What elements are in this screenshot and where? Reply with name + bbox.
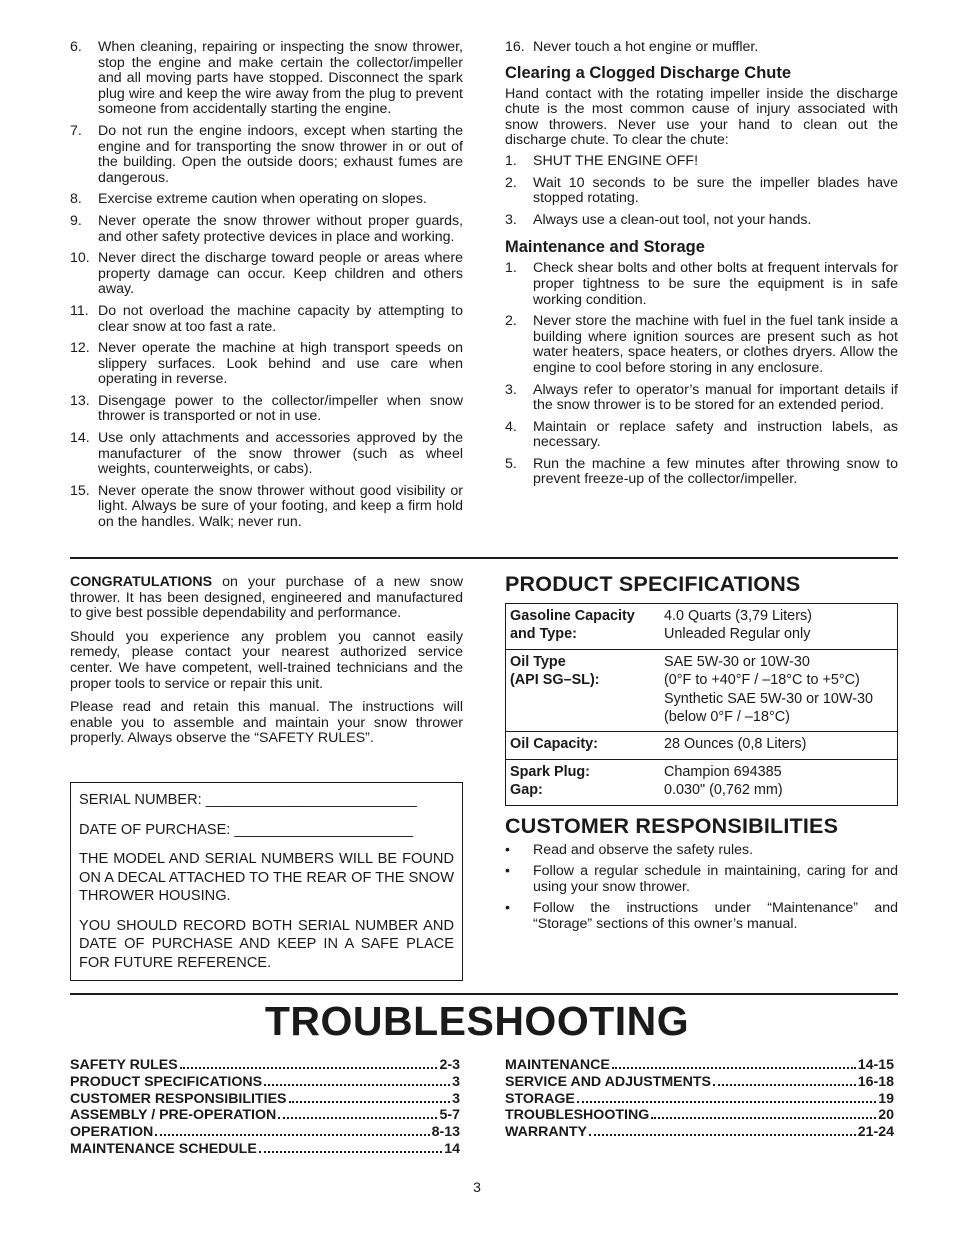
service-paragraph: Should you experience any problem you cannot easily remedy, please contact your nearest authorized service center. We have competent, well-trained technicians and the proper tools to service or repair this unit. — [70, 628, 463, 692]
title-divider — [70, 993, 898, 995]
congratulations-section — [70, 575, 463, 755]
toc-page: 19 — [878, 1090, 894, 1107]
bullet-icon: • — [505, 863, 510, 880]
customer-resp-heading: CUSTOMER RESPONSIBILITIES — [505, 813, 839, 838]
toc-label: SAFETY RULES — [70, 1057, 178, 1073]
toc-label: SERVICE AND ADJUSTMENTS — [505, 1073, 712, 1090]
safety-rule-16-list — [505, 40, 898, 56]
toc-leader — [589, 1134, 856, 1136]
item-number: 15. — [70, 482, 90, 499]
spec-value-line: (below 0°F / –18°C) — [664, 709, 790, 726]
toc-page: 14-15 — [857, 1057, 894, 1073]
list-item — [505, 457, 898, 488]
spec-value — [660, 604, 898, 650]
item-number: 5. — [505, 455, 517, 472]
toc-leader — [612, 1067, 856, 1069]
item-text: Use only attachments and accessories approved by the manufacturer of the snow thrower (such as wheel weights, counterweights, or cabs). — [98, 430, 463, 478]
specs-and-responsibilities — [505, 572, 898, 939]
record-box — [70, 782, 463, 981]
spec-value — [660, 649, 898, 732]
toc-entry — [70, 1141, 460, 1158]
toc-leader — [155, 1134, 429, 1136]
spec-label — [506, 649, 661, 732]
spec-row — [506, 759, 898, 805]
page-title: TROUBLESHOOTING — [264, 998, 690, 1044]
clogged-chute-heading: Clearing a Clogged Discharge Chute — [505, 63, 792, 82]
item-number: 2. — [505, 313, 517, 330]
toc-entry — [70, 1124, 460, 1141]
toc-label: WARRANTY — [505, 1124, 587, 1141]
item-text: Never store the machine with fuel in the fuel tank inside a building where ignition sources are present such as hot water heaters, space heaters, or clothes dryers. Allow the engine to cool before storing in any enclosure. — [533, 313, 898, 376]
item-number: 12. — [70, 340, 90, 357]
item-text: Never direct the discharge toward people or areas where property damage can occur. Keep children and others away. — [98, 250, 463, 298]
item-number: 11. — [70, 302, 89, 319]
spec-label — [506, 759, 661, 805]
list-item — [505, 176, 898, 207]
spec-label — [506, 604, 661, 650]
toc-label: MAINTENANCE — [505, 1057, 610, 1073]
spec-value-line: 4.0 Quarts (3,79 Liters) — [664, 608, 812, 624]
spec-label-line: Gasoline Capacity — [510, 608, 635, 624]
list-item — [505, 213, 898, 229]
toc-page: 14 — [444, 1140, 460, 1157]
toc-entry — [70, 1107, 460, 1124]
item-number: 9. — [70, 212, 82, 229]
toc-label: MAINTENANCE SCHEDULE — [70, 1140, 257, 1157]
spec-value-line: 0.030" (0,762 mm) — [664, 782, 783, 799]
spec-value-line: Unleaded Regular only — [664, 626, 811, 643]
clogged-chute-steps — [505, 154, 898, 228]
product-specs-heading: PRODUCT SPECIFICATIONS — [505, 572, 801, 596]
toc-leader — [577, 1101, 876, 1103]
item-text: Do not run the engine indoors, except when starting the engine and for transporting the snow thrower in or out of the building. Open the outside doors; exhaust fumes are dangerous. — [98, 122, 463, 186]
list-item — [70, 304, 463, 335]
item-text: Never operate the snow thrower without proper guards, and other safety protective devices in place and working. — [98, 212, 463, 245]
item-text: Run the machine a few minutes after throwing snow to prevent freeze-up of the collector/impeller. — [533, 455, 898, 488]
spec-value-line: SAE 5W-30 or 10W-30 — [664, 653, 810, 670]
toc-label: TROUBLESHOOTING — [505, 1107, 650, 1124]
list-item — [505, 154, 898, 170]
toc-label: STORAGE — [505, 1090, 575, 1107]
bullet-icon: • — [505, 841, 510, 858]
item-number: 8. — [70, 191, 82, 208]
bullet-icon: • — [505, 900, 510, 917]
toc-leader — [259, 1151, 442, 1153]
spec-row — [506, 604, 898, 650]
safety-rule-item — [505, 40, 898, 56]
retain-paragraph: Please read and retain this manual. The instructions will enable you to assemble and maintain your snow thrower properly. Always observe the “SAFETY RULES”. — [70, 699, 463, 747]
clogged-chute-intro: Hand contact with the rotating impeller inside the discharge chute is the most common cause of injury associated with snow throwers. Never use your hand to clean out the discharge chute. To clear the chute: — [505, 85, 898, 149]
product-specs-table — [505, 603, 898, 806]
safety-rules-continued — [70, 40, 463, 537]
toc-page: 2-3 — [439, 1057, 460, 1073]
list-item — [70, 484, 463, 531]
toc-page: 20 — [878, 1107, 894, 1124]
item-text: Always use a clean-out tool, not your hands. — [533, 211, 812, 228]
maintenance-storage-heading: Maintenance and Storage — [505, 238, 705, 257]
item-text: SHUT THE ENGINE OFF! — [533, 152, 699, 169]
list-item — [505, 901, 898, 932]
toc-label: ASSEMBLY / PRE-OPERATION — [70, 1107, 277, 1124]
item-number: 16. — [505, 39, 525, 55]
item-text: Disengage power to the collector/impeller when snow thrower is transported or not in use. — [98, 392, 463, 425]
spec-value-line: 28 Ounces (0,8 Liters) — [664, 736, 807, 753]
toc-label: CUSTOMER RESPONSIBILITIES — [70, 1090, 287, 1107]
item-text: Check shear bolts and other bolts at frequent intervals for proper tightness to be sure the equipment is in safe working condition. — [533, 260, 898, 308]
toc-page: 3 — [452, 1090, 460, 1107]
spec-value-line: (0°F to +40°F / –18°C to +5°C) — [664, 672, 860, 689]
toc-entry — [505, 1057, 894, 1074]
toc-leader — [713, 1084, 856, 1086]
item-text: Follow a regular schedule in maintaining, caring for and using your snow thrower. — [533, 863, 898, 895]
spec-label-line: (API SG–SL): — [510, 672, 600, 689]
item-number: 1. — [505, 260, 517, 277]
congrats-text: on your purchase of a new snow thrower. It has been designed, engineered and manufactured to give best possible dependability and performance. — [70, 574, 463, 622]
item-text: Follow the instructions under “Maintenance” and “Storage” sections of this owner’s manual. — [533, 900, 898, 933]
item-text: Read and observe the safety rules. — [533, 841, 754, 858]
toc-leader — [264, 1084, 450, 1086]
item-number: 3. — [505, 381, 517, 398]
item-number: 13. — [70, 392, 90, 409]
maintenance-storage-list — [505, 261, 898, 488]
toc-page: 16-18 — [857, 1073, 894, 1090]
item-text: Always refer to operator’s manual for important details if the snow thrower is to be stored for an extended period. — [533, 381, 898, 414]
toc-entry — [505, 1091, 894, 1108]
customer-resp-list — [505, 843, 898, 933]
congrats-paragraph — [70, 575, 463, 622]
list-item — [70, 40, 463, 118]
item-number: 1. — [505, 152, 517, 169]
spec-label-line: and Type: — [510, 626, 577, 643]
list-item — [70, 214, 463, 245]
item-number: 4. — [505, 418, 517, 435]
spec-value-line: Champion 694385 — [664, 763, 782, 780]
list-item — [70, 192, 463, 208]
toc-entry — [70, 1074, 460, 1091]
spec-label-line: Oil Type — [510, 653, 566, 670]
spec-value-line: Synthetic SAE 5W-30 or 10W-30 — [664, 690, 874, 707]
item-text: Maintain or replace safety and instruction labels, as necessary. — [533, 418, 898, 451]
toc-page: 3 — [452, 1073, 460, 1090]
toc-label: OPERATION — [70, 1124, 154, 1141]
list-item — [70, 431, 463, 478]
safety-rules-list — [70, 40, 463, 531]
toc-label: PRODUCT SPECIFICATIONS — [70, 1073, 263, 1090]
toc-right — [505, 1057, 894, 1141]
list-item — [505, 314, 898, 376]
list-item — [70, 251, 463, 298]
date-of-purchase-line: DATE OF PURCHASE: ______________________ — [79, 821, 413, 838]
list-item — [505, 420, 898, 451]
spec-row — [506, 732, 898, 759]
spec-label-line: Oil Capacity: — [510, 736, 598, 753]
item-number: 3. — [505, 211, 517, 228]
item-number: 10. — [70, 250, 90, 267]
toc-page: 8-13 — [431, 1124, 460, 1141]
item-number: 7. — [70, 122, 82, 139]
item-text: Do not overload the machine capacity by attempting to clear snow at too fast a rate. — [98, 302, 463, 335]
toc-entry — [505, 1124, 894, 1141]
list-item — [505, 864, 898, 895]
item-text: Never operate the machine at high transport speeds on slippery surfaces. Look behind and use care when operating in reverse. — [98, 340, 463, 388]
toc-entry — [505, 1074, 894, 1091]
toc-leader — [651, 1117, 876, 1119]
spec-value — [660, 759, 898, 805]
item-number: 2. — [505, 174, 517, 191]
item-text: Never touch a hot engine or muffler. — [533, 39, 759, 55]
toc-page: 5-7 — [439, 1107, 460, 1124]
toc-left — [70, 1057, 460, 1158]
list-item — [505, 261, 898, 308]
spec-label — [506, 732, 661, 759]
item-text: Wait 10 seconds to be sure the impeller blades have stopped rotating. — [533, 174, 898, 207]
spec-value — [660, 732, 898, 759]
toc-leader — [278, 1117, 437, 1119]
item-text: When cleaning, repairing or inspecting the snow thrower, stop the engine and make certain the collector/impeller and all moving parts have stopped. Disconnect the spark plug wire and keep the wire away from the plug to prevent someone from accidentally starting the engine. — [98, 39, 463, 118]
item-text: Never operate the snow thrower without good visibility or light. Always be sure of your footing, and keep a firm hold on the handles. Walk; never run. — [98, 482, 463, 531]
congrats-lead: CONGRATULATIONS — [70, 574, 213, 590]
list-item — [70, 341, 463, 388]
list-item — [70, 394, 463, 425]
model-serial-note: THE MODEL AND SERIAL NUMBERS WILL BE FOUND ON A DECAL ATTACHED TO THE REAR OF THE SNOW THROWER HOUSING. — [79, 851, 454, 904]
list-item — [505, 383, 898, 414]
spec-label-line: Spark Plug: — [510, 763, 590, 780]
right-column-top — [505, 40, 898, 494]
spec-row — [506, 649, 898, 732]
toc-entry — [505, 1107, 894, 1124]
page-number: 3 — [473, 1179, 481, 1195]
list-item — [505, 843, 898, 859]
section-divider — [70, 557, 898, 559]
toc-entry — [70, 1057, 460, 1074]
serial-number-line: SERIAL NUMBER: __________________________ — [79, 792, 417, 808]
toc-leader — [180, 1067, 438, 1069]
toc-page: 21-24 — [857, 1124, 894, 1141]
list-item — [70, 124, 463, 186]
toc-leader — [289, 1101, 451, 1103]
record-note: YOU SHOULD RECORD BOTH SERIAL NUMBER AND DATE OF PURCHASE AND KEEP IN A SAFE PLACE FOR FUTURE REFERENCE. — [79, 917, 454, 971]
item-number: 14. — [70, 430, 90, 447]
spec-label-line: Gap: — [510, 782, 543, 799]
item-text: Exercise extreme caution when operating on slopes. — [98, 191, 427, 208]
item-number: 6. — [70, 39, 82, 55]
toc-entry — [70, 1091, 460, 1108]
